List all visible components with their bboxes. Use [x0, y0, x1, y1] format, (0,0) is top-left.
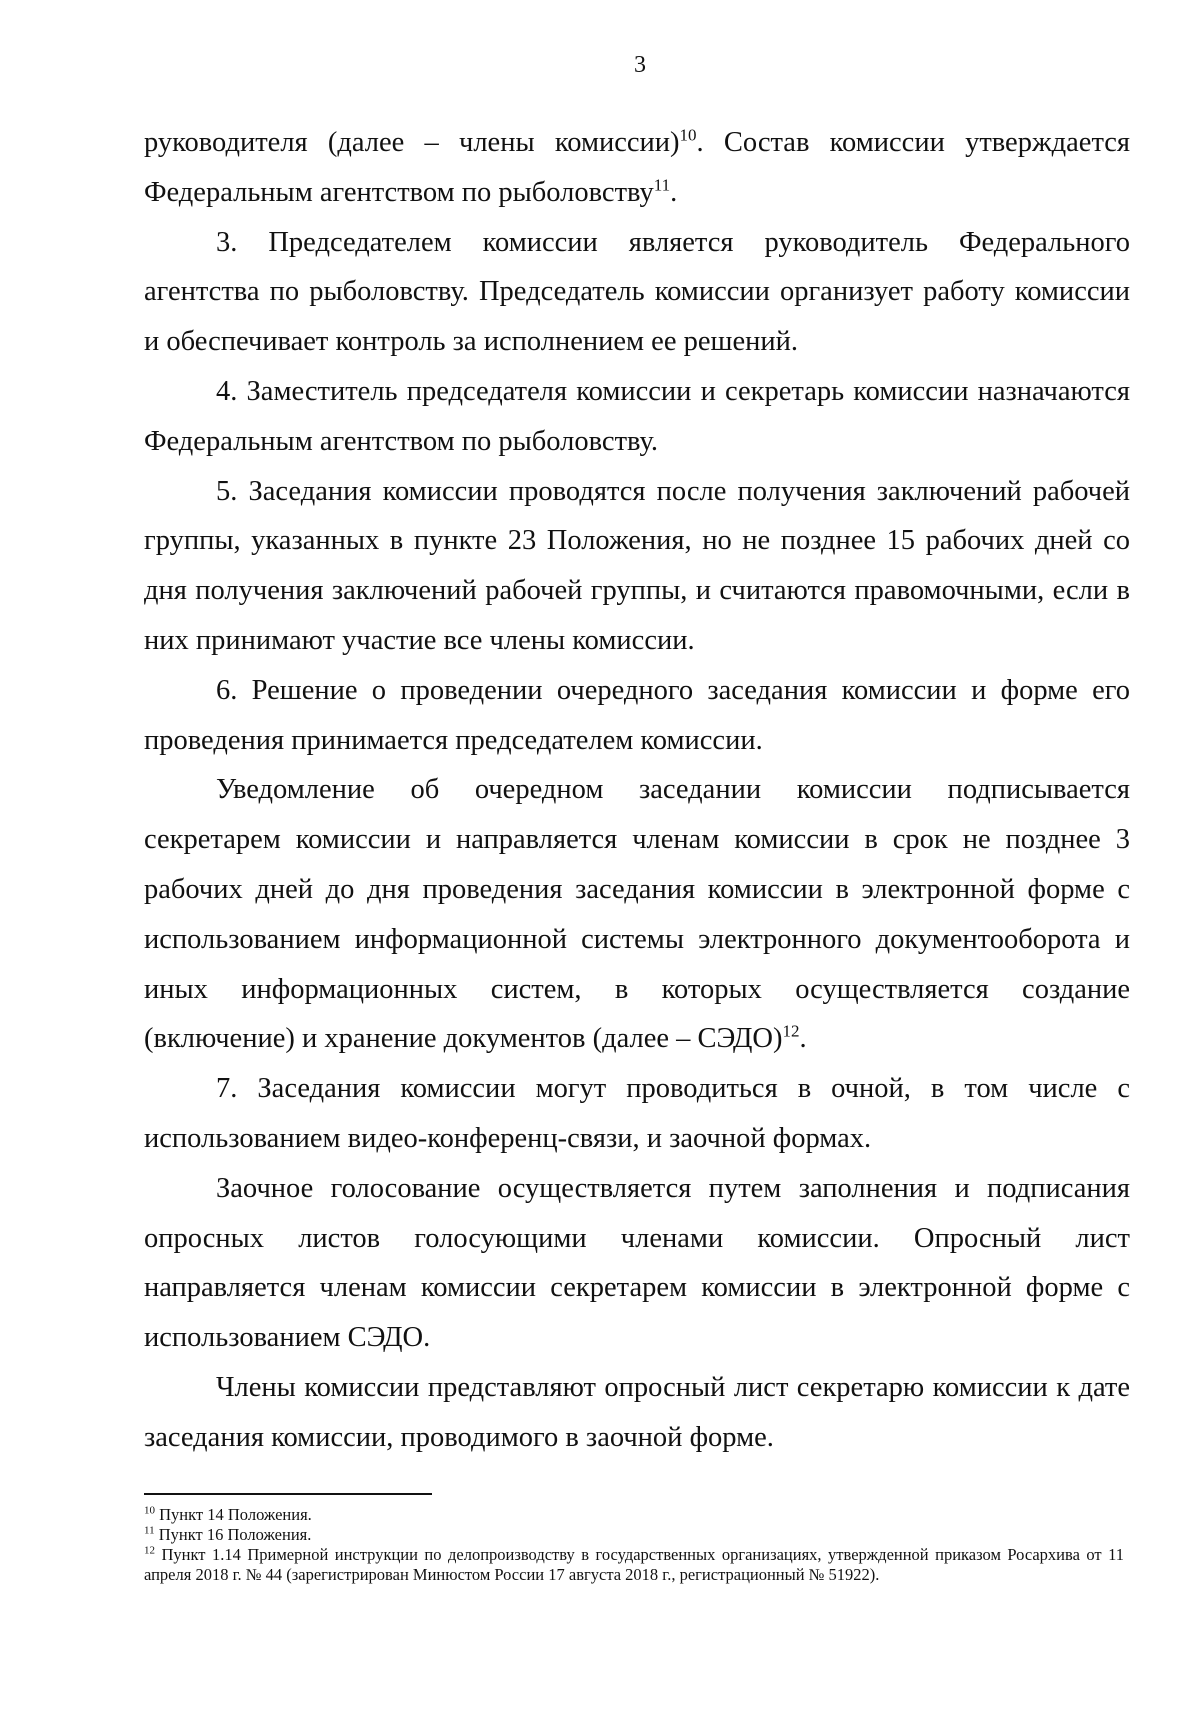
paragraph-text: . Состав комиссии утверждается Федеральным агентством по рыболовству	[144, 127, 1131, 208]
paragraph-text: Уведомление об очередном заседании комиссии подписывается секретарем комиссии и направляется членам комиссии в срок не позднее 3 рабочих дней до дня проведения заседания комиссии в электронной форме с использованием информационной системы электронного документооборота и иных информационных систем, в которых осуществляется создание (включение) и хранение документов (далее – СЭДО)	[144, 774, 1130, 1055]
footnote-number: 12	[144, 1544, 155, 1557]
footnotes	[144, 1505, 1124, 1585]
paragraph-text: руководителя (далее – члены комиссии)	[144, 127, 680, 158]
paragraph-questionnaire: Члены комиссии представляют опросный лист секретарю комиссии к дате заседания комиссии, проводимого в заочной форме.	[144, 1371, 1130, 1453]
footnote-ref: 11	[653, 175, 671, 195]
footnote-text: Пункт 16 Положения.	[158, 1525, 312, 1544]
page-number: 3	[634, 52, 646, 78]
footnote-text: Пункт 1.14 Примерной инструкции по делопроизводству в государственных организациях, утвержденной приказом Росархива от 11 апреля 2018 г. № 44 (зарегистрирован Минюстом России 17 августа 2018 г., регистрационный № 51922).	[144, 1545, 1125, 1584]
footnote-ref: 10	[679, 125, 697, 145]
footnote	[144, 1545, 1124, 1585]
paragraph-continuation	[144, 118, 1130, 218]
footnote-number: 11	[144, 1524, 155, 1537]
paragraph-item-3: 3. Председателем комиссии является руководитель Федерального агентства по рыболовству. Председатель комиссии организует работу комиссии и обеспечивает контроль за исполнением ее решений.	[144, 226, 1130, 358]
footnote-divider	[144, 1493, 432, 1495]
paragraph-absentee-voting: Заочное голосование осуществляется путем заполнения и подписания опросных листов голосующими членами комиссии. Опросный лист направляется членам комиссии секретарем комиссии в электронной форме с использованием СЭДО.	[144, 1172, 1130, 1354]
footnote-ref: 12	[782, 1021, 800, 1041]
paragraph-item-6: 6. Решение о проведении очередного заседания комиссии и форме его проведения принимается председателем комиссии.	[144, 674, 1130, 756]
paragraph-text: .	[670, 176, 678, 208]
footnote	[144, 1525, 1124, 1545]
paragraph-text: .	[799, 1023, 807, 1055]
footnote	[144, 1505, 1124, 1525]
paragraph-item-7: 7. Заседания комиссии могут проводиться в очной, в том числе с использованием видео-конференц-связи, и заочной формах.	[144, 1073, 1130, 1154]
body-text	[144, 118, 1130, 1463]
paragraph-notification	[144, 765, 1130, 1064]
footnote-number: 10	[144, 1504, 155, 1517]
paragraph-item-4: 4. Заместитель председателя комиссии и секретарь комиссии назначаются Федеральным агентством по рыболовству.	[144, 375, 1130, 457]
paragraph-item-5: 5. Заседания комиссии проводятся после получения заключений рабочей группы, указанных в пункте 23 Положения, но не позднее 15 рабочих дней со дня получения заключений рабочей группы, и считаются правомочными, если в них принимают участие все члены комиссии.	[144, 475, 1130, 656]
footnote-text: Пункт 14 Положения.	[159, 1505, 312, 1524]
